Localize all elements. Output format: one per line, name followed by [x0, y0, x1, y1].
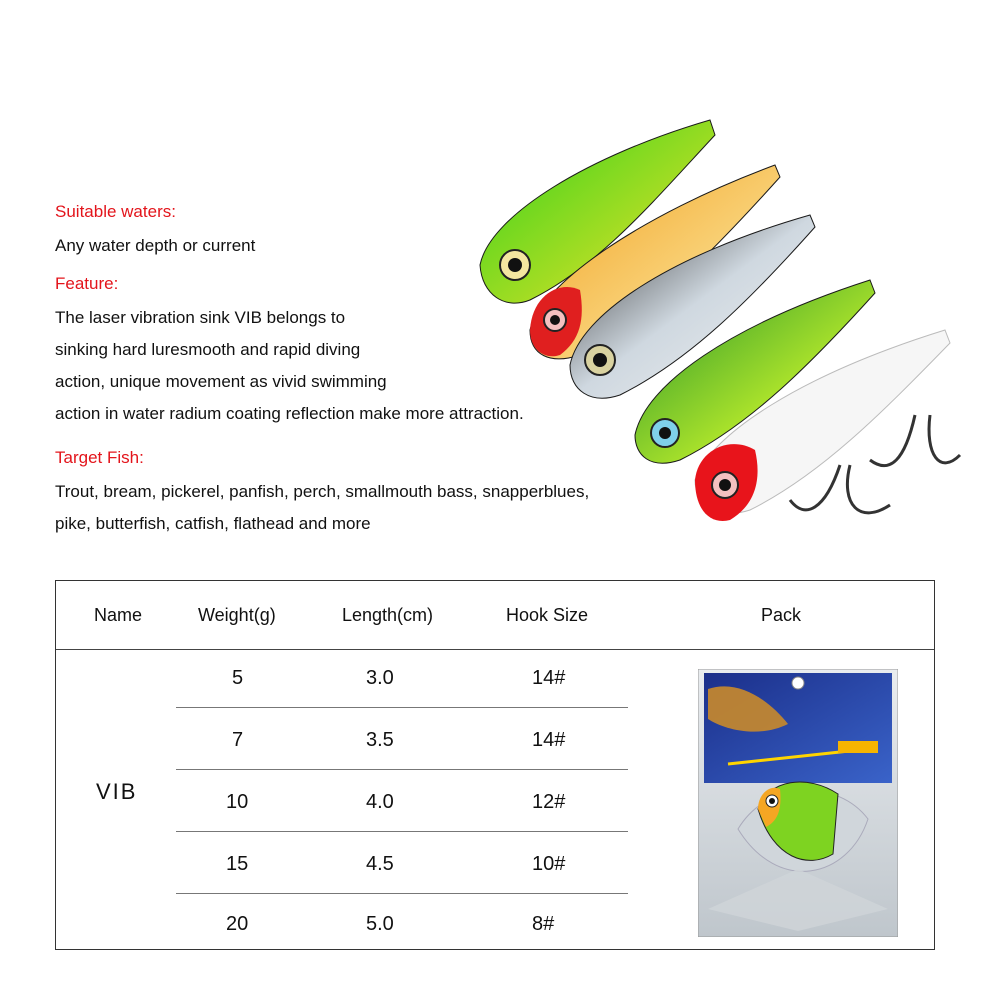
weight-cell: 15: [226, 853, 249, 875]
table-row: [176, 649, 628, 711]
name-value: VIB: [96, 779, 138, 804]
suitable-waters-heading: Suitable waters:: [55, 202, 176, 221]
pack-image: [698, 669, 898, 937]
feature-line: sinking hard luresmooth and rapid diving: [55, 340, 361, 359]
hook-cell: 14#: [532, 729, 566, 751]
feature-heading: Feature:: [55, 274, 119, 293]
hook-cell: 14#: [532, 667, 566, 689]
lures-product-image: [470, 115, 970, 555]
length-cell: 3.0: [366, 667, 394, 689]
target-fish-heading: Target Fish:: [55, 448, 144, 467]
length-cell: 4.0: [366, 791, 394, 813]
row-divider: [176, 769, 628, 770]
weight-cell: 10: [226, 791, 249, 813]
weight-cell: 7: [232, 729, 244, 751]
hook-cell: 8#: [532, 913, 555, 935]
header-name: Name: [94, 605, 143, 625]
feature-line: The laser vibration sink VIB belongs to: [55, 308, 346, 327]
length-cell: 5.0: [366, 913, 394, 935]
header-hook-size: Hook Size: [506, 605, 589, 625]
row-divider: [176, 893, 628, 894]
length-cell: 3.5: [366, 729, 394, 751]
header-weight: Weight(g): [198, 605, 276, 625]
hook-cell: 12#: [532, 791, 566, 813]
suitable-waters-text: Any water depth or current: [55, 236, 256, 255]
feature-line: action, unique movement as vivid swimming: [55, 372, 387, 391]
length-cell: 4.5: [366, 853, 394, 875]
feature-line: action in water radium coating reflection make more attraction.: [55, 404, 524, 423]
header-pack: Pack: [761, 605, 802, 625]
table-header: [56, 581, 934, 650]
spec-table: [55, 580, 935, 950]
row-divider: [176, 707, 628, 708]
hook-cell: 10#: [532, 853, 566, 875]
weight-cell: 5: [232, 667, 244, 689]
table-row: [176, 773, 628, 835]
table-row: [176, 711, 628, 773]
weight-cell: 20: [226, 913, 249, 935]
header-length: Length(cm): [342, 605, 434, 625]
target-fish-line: Trout, bream, pickerel, panfish, perch, smallmouth bass, snapperblues,: [55, 482, 590, 501]
row-divider: [176, 831, 628, 832]
table-row: [176, 895, 628, 957]
table-row: [176, 835, 628, 897]
target-fish-line: pike, butterfish, catfish, flathead and more: [55, 514, 371, 533]
